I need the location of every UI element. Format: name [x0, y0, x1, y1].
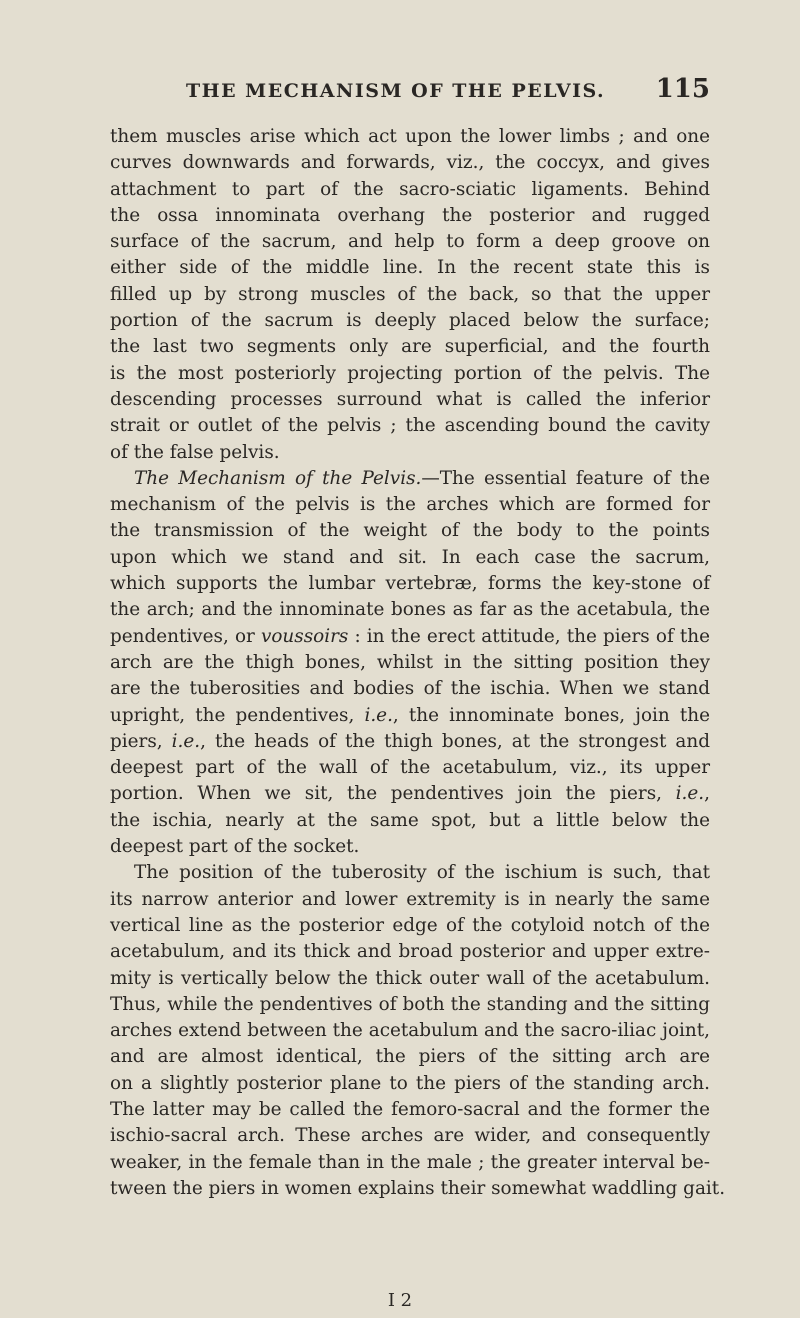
text-line: strait or outlet of the pelvis ; the ascending bound the cavity	[110, 415, 710, 437]
text-line: of the false pelvis.	[110, 441, 280, 463]
text-line: weaker, in the female than in the male ; the greater interval be-	[110, 1151, 710, 1173]
text-line: the arch; and the innominate bones as far as the acetabula, the	[110, 599, 710, 621]
text-line: either side of the middle line. In the recent state this is	[110, 257, 710, 279]
text-line: the transmission of the weight of the body to the points	[110, 520, 710, 542]
text-line: The position of the tuberosity of the ischium is such, that	[134, 862, 710, 884]
text-line: is the most posteriorly projecting portion of the pelvis. The	[110, 362, 710, 384]
signature-mark: I 2	[387, 1290, 413, 1311]
text-line: upright, the pendentives, i.e., the innominate bones, join the	[110, 704, 710, 726]
text-line: pendentives, or voussoirs : in the erect attitude, the piers of the	[110, 625, 710, 647]
text-line: the ischia, nearly at the same spot, but a little below the	[110, 809, 710, 831]
text-line: arch are the thigh bones, whilst in the sitting position they	[110, 651, 710, 673]
text-line: them muscles arise which act upon the lower limbs ; and one	[110, 126, 710, 147]
page-number: 115	[655, 74, 710, 104]
text-line: and are almost identical, the piers of the sitting arch are	[110, 1046, 710, 1068]
text-line: which supports the lumbar vertebræ, forms the key-stone of	[110, 573, 710, 595]
running-head	[110, 74, 710, 108]
text-line: portion. When we sit, the pendentives join the piers, i.e.,	[110, 783, 710, 805]
text-line: piers, i.e., the heads of the thigh bones, at the strongest and	[110, 730, 710, 752]
text-line: its narrow anterior and lower extremity is in nearly the same	[110, 888, 710, 910]
text-line: vertical line as the posterior edge of the cotyloid notch of the	[110, 914, 710, 936]
text-line: arches extend between the acetabulum and the sacro-iliac joint,	[110, 1020, 710, 1042]
text-line: mity is vertically below the thick outer wall of the acetabulum.	[110, 967, 710, 989]
text-line: deepest part of the wall of the acetabulum, viz., its upper	[110, 757, 710, 779]
text-line: deepest part of the socket.	[110, 836, 360, 858]
text-line: filled up by strong muscles of the back, so that the upper	[110, 283, 710, 305]
text-line: ischio-sacral arch. These arches are wider, and consequently	[110, 1125, 710, 1147]
text-line: the ossa innominata overhang the posterior and rugged	[110, 204, 710, 226]
text-line: Thus, while the pendentives of both the standing and the sitting	[110, 993, 710, 1015]
text-line: descending processes surround what is called the inferior	[110, 388, 710, 410]
text-line: upon which we stand and sit. In each case the sacrum,	[110, 546, 710, 568]
text-line: curves downwards and forwards, viz., the coccyx, and gives	[110, 152, 710, 174]
text-line: the last two segments only are superficial, and the fourth	[110, 336, 710, 358]
text-line: are the tuberosities and bodies of the ischia. When we stand	[110, 678, 710, 700]
text-line: portion of the sacrum is deeply placed below the surface;	[110, 310, 710, 332]
text-line: tween the piers in women explains their somewhat waddling gait.	[110, 1177, 726, 1199]
text-line: The Mechanism of the Pelvis.—The essential feature of the	[134, 467, 711, 489]
text-line: on a slightly posterior plane to the piers of the standing arch.	[110, 1072, 710, 1094]
text-line: surface of the sacrum, and help to form a deep groove on	[110, 231, 710, 253]
text-line: The latter may be called the femoro-sacral and the former the	[110, 1098, 710, 1120]
text-line: mechanism of the pelvis is the arches which are formed for	[110, 494, 710, 516]
running-title: THE MECHANISM OF THE PELVIS.	[186, 80, 606, 102]
text-line: attachment to part of the sacro-sciatic ligaments. Behind	[110, 178, 710, 200]
body-text	[110, 124, 726, 1202]
text-line: acetabulum, and its thick and broad posterior and upper extre-	[110, 941, 710, 963]
